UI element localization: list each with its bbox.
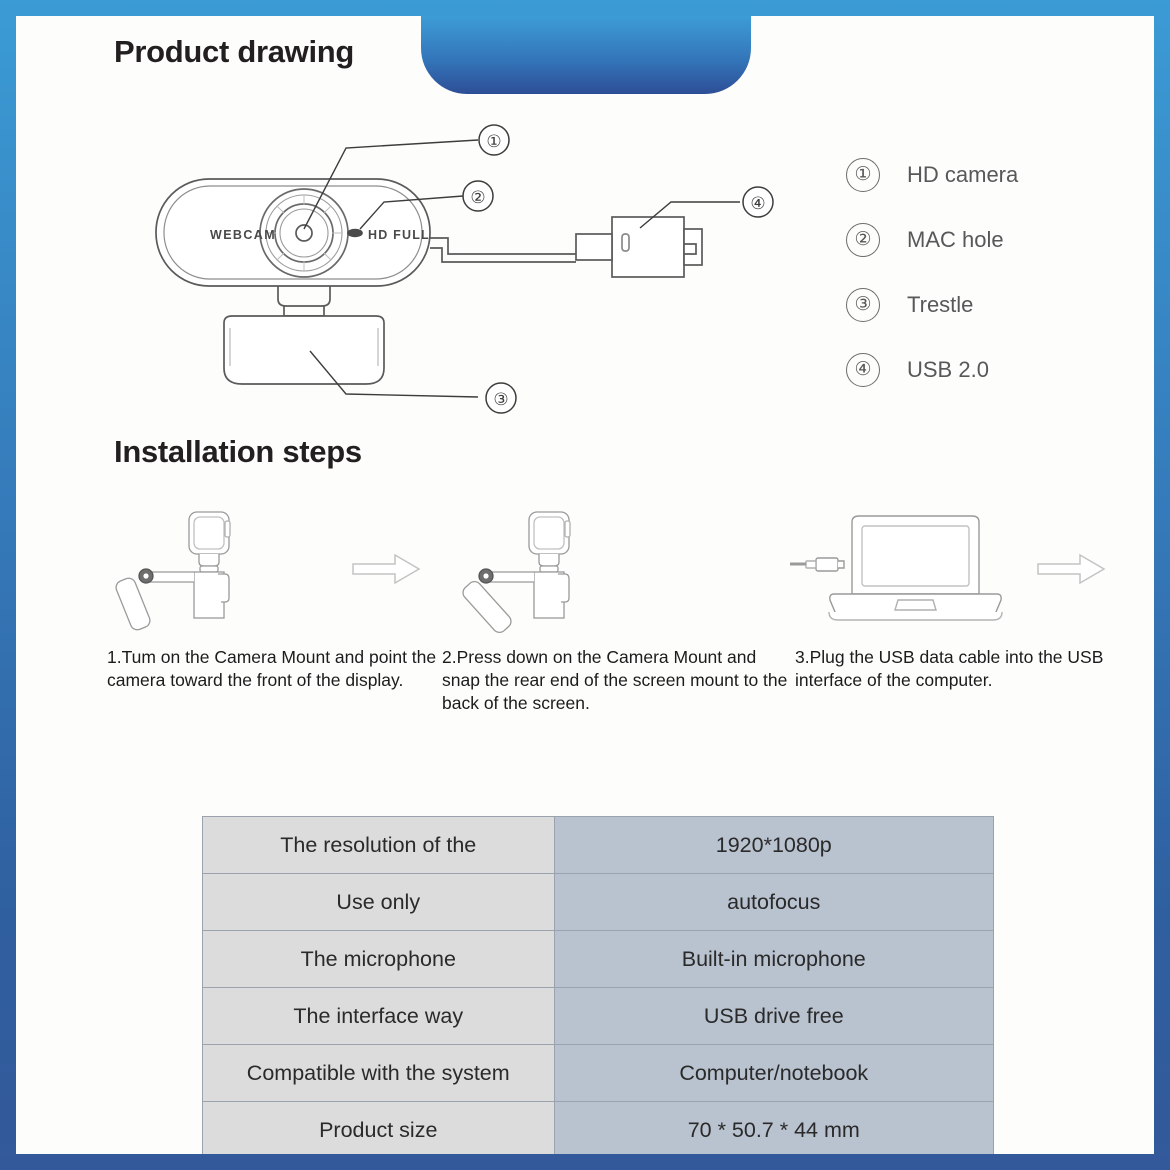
specifications-table <box>202 816 994 1154</box>
spec-value-microphone: Built-in microphone <box>554 931 994 988</box>
content-canvas <box>16 16 1154 1154</box>
table-row <box>203 817 994 874</box>
legend-item-usb <box>846 337 1126 402</box>
page-title-installation-steps: Installation steps <box>114 434 362 469</box>
legend-label-usb: USB 2.0 <box>907 356 989 382</box>
arrow-right-icon <box>351 552 421 586</box>
legend-number-1-icon: ① <box>846 158 880 192</box>
legend-item-mac-hole <box>846 207 1126 272</box>
legend-number-3-icon: ③ <box>846 288 880 322</box>
spec-key-microphone: The microphone <box>203 931 555 988</box>
page-title-product-drawing: Product drawing <box>114 34 355 69</box>
spec-value-resolution: 1920*1080p <box>554 817 994 874</box>
spec-key-compatibility: Compatible with the system <box>203 1045 555 1102</box>
table-row <box>203 931 994 988</box>
legend-label-hd-camera: HD camera <box>907 161 1019 187</box>
step-1-text: 1.Tum on the Camera Mount and point the camera toward the front of the display. <box>107 647 437 691</box>
spec-key-product-size: Product size <box>203 1102 555 1155</box>
step-3-illustration <box>786 494 1116 634</box>
spec-value-product-size: 70 * 50.7 * 44 mm <box>554 1102 994 1155</box>
step-3-text: 3.Plug the USB data cable into the USB interface of the computer. <box>795 647 1104 691</box>
legend-number-4-icon: ④ <box>846 353 880 387</box>
table-row <box>203 874 994 931</box>
legend-number-2-icon: ② <box>846 223 880 257</box>
legend-label-trestle: Trestle <box>907 291 974 317</box>
spec-key-interface: The interface way <box>203 988 555 1045</box>
legend-item-trestle <box>846 272 1126 337</box>
installation-step-2 <box>441 494 791 714</box>
callout-1-number: ① <box>486 132 502 151</box>
table-row <box>203 1102 994 1155</box>
spec-key-resolution: The resolution of the <box>203 817 555 874</box>
legend-label-mac-hole: MAC hole <box>907 226 1004 252</box>
step-arrow-1 <box>351 552 421 591</box>
callout-2-number: ② <box>470 188 486 207</box>
table-row <box>203 1045 994 1102</box>
installation-steps-section <box>16 494 1154 744</box>
webcam-mount-pressed-icon <box>441 494 661 634</box>
spec-key-use-only: Use only <box>203 874 555 931</box>
spec-value-interface: USB drive free <box>554 988 994 1045</box>
device-spec-label: HD FULL <box>368 228 430 242</box>
parts-legend-list <box>846 142 1126 402</box>
spec-value-compatibility: Computer/notebook <box>554 1045 994 1102</box>
device-brand-label: WEBCAM <box>210 228 277 242</box>
callout-4-number: ④ <box>750 194 766 213</box>
step-2-illustration <box>441 494 791 634</box>
legend-item-hd-camera <box>846 142 1126 207</box>
installation-step-3 <box>786 494 1116 691</box>
webcam-mount-open-icon <box>101 494 321 634</box>
spec-value-use-only: autofocus <box>554 874 994 931</box>
table-row <box>203 988 994 1045</box>
laptop-usb-icon <box>786 494 1036 634</box>
callout-3-number: ③ <box>493 390 509 409</box>
step-2-text: 2.Press down on the Camera Mount and snap the rear end of the screen mount to the back of the screen. <box>442 647 788 714</box>
step-1-illustration <box>101 494 451 634</box>
installation-step-1 <box>101 494 451 691</box>
